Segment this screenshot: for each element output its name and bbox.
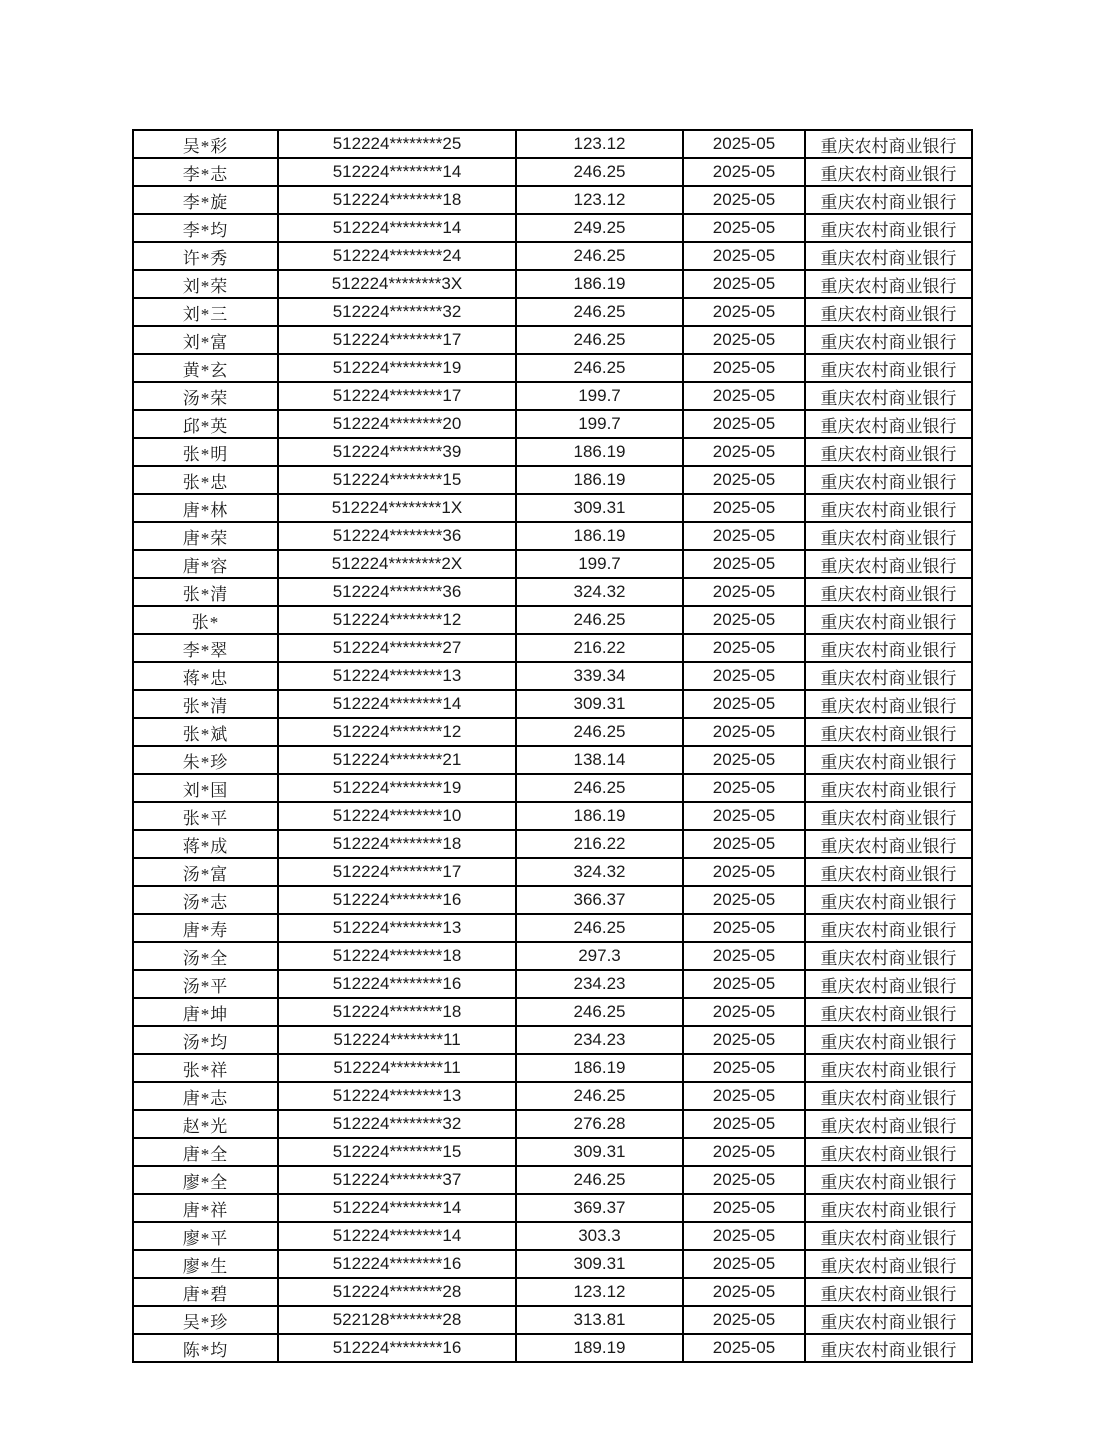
name-cell: 李*翠 [133, 634, 278, 662]
amount-cell: 324.32 [516, 858, 683, 886]
name-cell: 邱*英 [133, 410, 278, 438]
month-cell: 2025-05 [683, 718, 805, 746]
id-number-cell: 512224********18 [278, 186, 516, 214]
amount-cell: 186.19 [516, 802, 683, 830]
amount-cell: 199.7 [516, 410, 683, 438]
bank-name-cell: 重庆农村商业银行 [805, 186, 972, 214]
bank-name-cell: 重庆农村商业银行 [805, 494, 972, 522]
month-cell: 2025-05 [683, 270, 805, 298]
bank-name-cell: 重庆农村商业银行 [805, 1026, 972, 1054]
month-cell: 2025-05 [683, 550, 805, 578]
month-cell: 2025-05 [683, 1334, 805, 1362]
amount-cell: 246.25 [516, 606, 683, 634]
table-row [133, 298, 972, 326]
name-cell: 唐*坤 [133, 998, 278, 1026]
name-cell: 蒋*成 [133, 830, 278, 858]
table-row [133, 494, 972, 522]
bank-name-cell: 重庆农村商业银行 [805, 690, 972, 718]
amount-cell: 186.19 [516, 466, 683, 494]
name-cell: 刘*富 [133, 326, 278, 354]
bank-name-cell: 重庆农村商业银行 [805, 858, 972, 886]
table-row [133, 970, 972, 998]
month-cell: 2025-05 [683, 438, 805, 466]
name-cell: 刘*荣 [133, 270, 278, 298]
table-row [133, 1306, 972, 1334]
amount-cell: 246.25 [516, 354, 683, 382]
bank-name-cell: 重庆农村商业银行 [805, 1334, 972, 1362]
month-cell: 2025-05 [683, 746, 805, 774]
id-number-cell: 512224********16 [278, 1334, 516, 1362]
id-number-cell: 512224********14 [278, 214, 516, 242]
id-number-cell: 512224********3X [278, 270, 516, 298]
bank-name-cell: 重庆农村商业银行 [805, 438, 972, 466]
amount-cell: 246.25 [516, 326, 683, 354]
id-number-cell: 512224********15 [278, 466, 516, 494]
bank-name-cell: 重庆农村商业银行 [805, 886, 972, 914]
id-number-cell: 512224********32 [278, 1110, 516, 1138]
amount-cell: 123.12 [516, 130, 683, 158]
id-number-cell: 512224********17 [278, 382, 516, 410]
amount-cell: 186.19 [516, 438, 683, 466]
amount-cell: 246.25 [516, 998, 683, 1026]
bank-name-cell: 重庆农村商业银行 [805, 942, 972, 970]
month-cell: 2025-05 [683, 1082, 805, 1110]
name-cell: 汤*全 [133, 942, 278, 970]
bank-name-cell: 重庆农村商业银行 [805, 550, 972, 578]
amount-cell: 249.25 [516, 214, 683, 242]
amount-cell: 138.14 [516, 746, 683, 774]
id-number-cell: 512224********16 [278, 1250, 516, 1278]
month-cell: 2025-05 [683, 214, 805, 242]
month-cell: 2025-05 [683, 1222, 805, 1250]
amount-cell: 123.12 [516, 186, 683, 214]
id-number-cell: 512224********32 [278, 298, 516, 326]
table-row [133, 634, 972, 662]
name-cell: 廖*全 [133, 1166, 278, 1194]
table-row [133, 214, 972, 242]
id-number-cell: 512224********24 [278, 242, 516, 270]
amount-cell: 246.25 [516, 1166, 683, 1194]
month-cell: 2025-05 [683, 1278, 805, 1306]
month-cell: 2025-05 [683, 802, 805, 830]
month-cell: 2025-05 [683, 914, 805, 942]
name-cell: 唐*荣 [133, 522, 278, 550]
table-row [133, 1166, 972, 1194]
bank-name-cell: 重庆农村商业银行 [805, 130, 972, 158]
id-number-cell: 512224********19 [278, 774, 516, 802]
amount-cell: 246.25 [516, 774, 683, 802]
bank-name-cell: 重庆农村商业银行 [805, 914, 972, 942]
table-row [133, 326, 972, 354]
id-number-cell: 512224********27 [278, 634, 516, 662]
bank-name-cell: 重庆农村商业银行 [805, 1110, 972, 1138]
bank-name-cell: 重庆农村商业银行 [805, 522, 972, 550]
amount-cell: 199.7 [516, 382, 683, 410]
bank-name-cell: 重庆农村商业银行 [805, 830, 972, 858]
amount-cell: 216.22 [516, 830, 683, 858]
table-row [133, 774, 972, 802]
month-cell: 2025-05 [683, 186, 805, 214]
name-cell: 张* [133, 606, 278, 634]
table-row [133, 606, 972, 634]
amount-cell: 186.19 [516, 522, 683, 550]
amount-cell: 123.12 [516, 1278, 683, 1306]
name-cell: 唐*碧 [133, 1278, 278, 1306]
amount-cell: 246.25 [516, 914, 683, 942]
amount-cell: 309.31 [516, 494, 683, 522]
table-row [133, 242, 972, 270]
table-row [133, 382, 972, 410]
name-cell: 唐*志 [133, 1082, 278, 1110]
name-cell: 蒋*忠 [133, 662, 278, 690]
amount-cell: 303.3 [516, 1222, 683, 1250]
bank-name-cell: 重庆农村商业银行 [805, 466, 972, 494]
month-cell: 2025-05 [683, 1250, 805, 1278]
table-row [133, 1194, 972, 1222]
table-row [133, 1222, 972, 1250]
table-row [133, 830, 972, 858]
table-row [133, 858, 972, 886]
table-row [133, 270, 972, 298]
month-cell: 2025-05 [683, 662, 805, 690]
bank-name-cell: 重庆农村商业银行 [805, 1082, 972, 1110]
id-number-cell: 522128********28 [278, 1306, 516, 1334]
amount-cell: 216.22 [516, 634, 683, 662]
id-number-cell: 512224********25 [278, 130, 516, 158]
month-cell: 2025-05 [683, 858, 805, 886]
name-cell: 赵*光 [133, 1110, 278, 1138]
id-number-cell: 512224********28 [278, 1278, 516, 1306]
name-cell: 李*旋 [133, 186, 278, 214]
name-cell: 张*清 [133, 578, 278, 606]
amount-cell: 297.3 [516, 942, 683, 970]
name-cell: 陈*均 [133, 1334, 278, 1362]
id-number-cell: 512224********36 [278, 522, 516, 550]
id-number-cell: 512224********11 [278, 1054, 516, 1082]
name-cell: 汤*均 [133, 1026, 278, 1054]
month-cell: 2025-05 [683, 382, 805, 410]
bank-name-cell: 重庆农村商业银行 [805, 214, 972, 242]
name-cell: 张*忠 [133, 466, 278, 494]
table-row [133, 1278, 972, 1306]
amount-cell: 246.25 [516, 1082, 683, 1110]
amount-cell: 324.32 [516, 578, 683, 606]
name-cell: 廖*生 [133, 1250, 278, 1278]
month-cell: 2025-05 [683, 494, 805, 522]
table-row [133, 802, 972, 830]
name-cell: 汤*荣 [133, 382, 278, 410]
id-number-cell: 512224********20 [278, 410, 516, 438]
id-number-cell: 512224********18 [278, 830, 516, 858]
amount-cell: 276.28 [516, 1110, 683, 1138]
name-cell: 唐*祥 [133, 1194, 278, 1222]
table-row [133, 522, 972, 550]
table-row [133, 1082, 972, 1110]
month-cell: 2025-05 [683, 1194, 805, 1222]
amount-cell: 199.7 [516, 550, 683, 578]
name-cell: 廖*平 [133, 1222, 278, 1250]
table-row [133, 186, 972, 214]
month-cell: 2025-05 [683, 242, 805, 270]
month-cell: 2025-05 [683, 1110, 805, 1138]
name-cell: 唐*寿 [133, 914, 278, 942]
id-number-cell: 512224********36 [278, 578, 516, 606]
month-cell: 2025-05 [683, 410, 805, 438]
month-cell: 2025-05 [683, 522, 805, 550]
table-row [133, 942, 972, 970]
payment-table [132, 129, 973, 1363]
table-row [133, 1110, 972, 1138]
name-cell: 许*秀 [133, 242, 278, 270]
id-number-cell: 512224********1X [278, 494, 516, 522]
table-row [133, 130, 972, 158]
table-row [133, 578, 972, 606]
amount-cell: 309.31 [516, 1250, 683, 1278]
bank-name-cell: 重庆农村商业银行 [805, 718, 972, 746]
bank-name-cell: 重庆农村商业银行 [805, 998, 972, 1026]
amount-cell: 366.37 [516, 886, 683, 914]
id-number-cell: 512224********12 [278, 606, 516, 634]
name-cell: 张*明 [133, 438, 278, 466]
bank-name-cell: 重庆农村商业银行 [805, 1166, 972, 1194]
table-row [133, 550, 972, 578]
name-cell: 朱*珍 [133, 746, 278, 774]
table-row [133, 746, 972, 774]
id-number-cell: 512224********18 [278, 998, 516, 1026]
month-cell: 2025-05 [683, 1166, 805, 1194]
name-cell: 张*祥 [133, 1054, 278, 1082]
bank-name-cell: 重庆农村商业银行 [805, 606, 972, 634]
month-cell: 2025-05 [683, 774, 805, 802]
table-row [133, 466, 972, 494]
id-number-cell: 512224********15 [278, 1138, 516, 1166]
table-row [133, 690, 972, 718]
month-cell: 2025-05 [683, 1306, 805, 1334]
table-row [133, 1250, 972, 1278]
name-cell: 唐*林 [133, 494, 278, 522]
name-cell: 张*平 [133, 802, 278, 830]
amount-cell: 313.81 [516, 1306, 683, 1334]
bank-name-cell: 重庆农村商业银行 [805, 298, 972, 326]
id-number-cell: 512224********39 [278, 438, 516, 466]
id-number-cell: 512224********16 [278, 970, 516, 998]
name-cell: 汤*平 [133, 970, 278, 998]
bank-name-cell: 重庆农村商业银行 [805, 158, 972, 186]
bank-name-cell: 重庆农村商业银行 [805, 802, 972, 830]
bank-name-cell: 重庆农村商业银行 [805, 1138, 972, 1166]
amount-cell: 309.31 [516, 690, 683, 718]
amount-cell: 186.19 [516, 270, 683, 298]
table-row [133, 998, 972, 1026]
month-cell: 2025-05 [683, 1026, 805, 1054]
amount-cell: 189.19 [516, 1334, 683, 1362]
bank-name-cell: 重庆农村商业银行 [805, 270, 972, 298]
bank-name-cell: 重庆农村商业银行 [805, 382, 972, 410]
amount-cell: 369.37 [516, 1194, 683, 1222]
month-cell: 2025-05 [683, 634, 805, 662]
table-row [133, 1026, 972, 1054]
month-cell: 2025-05 [683, 998, 805, 1026]
table-row [133, 1054, 972, 1082]
id-number-cell: 512224********14 [278, 690, 516, 718]
bank-name-cell: 重庆农村商业银行 [805, 1194, 972, 1222]
table-row [133, 886, 972, 914]
amount-cell: 186.19 [516, 1054, 683, 1082]
bank-name-cell: 重庆农村商业银行 [805, 1250, 972, 1278]
month-cell: 2025-05 [683, 606, 805, 634]
amount-cell: 234.23 [516, 970, 683, 998]
bank-name-cell: 重庆农村商业银行 [805, 970, 972, 998]
id-number-cell: 512224********19 [278, 354, 516, 382]
month-cell: 2025-05 [683, 690, 805, 718]
id-number-cell: 512224********17 [278, 858, 516, 886]
bank-name-cell: 重庆农村商业银行 [805, 1306, 972, 1334]
name-cell: 唐*容 [133, 550, 278, 578]
amount-cell: 339.34 [516, 662, 683, 690]
month-cell: 2025-05 [683, 158, 805, 186]
table-row [133, 1334, 972, 1362]
amount-cell: 246.25 [516, 718, 683, 746]
bank-name-cell: 重庆农村商业银行 [805, 1054, 972, 1082]
bank-name-cell: 重庆农村商业银行 [805, 634, 972, 662]
id-number-cell: 512224********16 [278, 886, 516, 914]
month-cell: 2025-05 [683, 942, 805, 970]
month-cell: 2025-05 [683, 130, 805, 158]
table-row [133, 438, 972, 466]
id-number-cell: 512224********13 [278, 1082, 516, 1110]
amount-cell: 246.25 [516, 158, 683, 186]
month-cell: 2025-05 [683, 830, 805, 858]
id-number-cell: 512224********12 [278, 718, 516, 746]
table-row [133, 354, 972, 382]
table-row [133, 662, 972, 690]
bank-name-cell: 重庆农村商业银行 [805, 1278, 972, 1306]
name-cell: 吴*珍 [133, 1306, 278, 1334]
bank-name-cell: 重庆农村商业银行 [805, 1222, 972, 1250]
month-cell: 2025-05 [683, 1054, 805, 1082]
bank-name-cell: 重庆农村商业银行 [805, 662, 972, 690]
name-cell: 张*清 [133, 690, 278, 718]
name-cell: 刘*三 [133, 298, 278, 326]
amount-cell: 246.25 [516, 242, 683, 270]
table-row [133, 410, 972, 438]
table-row [133, 158, 972, 186]
amount-cell: 234.23 [516, 1026, 683, 1054]
id-number-cell: 512224********2X [278, 550, 516, 578]
month-cell: 2025-05 [683, 298, 805, 326]
amount-cell: 246.25 [516, 298, 683, 326]
id-number-cell: 512224********13 [278, 914, 516, 942]
name-cell: 吴*彩 [133, 130, 278, 158]
name-cell: 刘*国 [133, 774, 278, 802]
table-row [133, 914, 972, 942]
bank-name-cell: 重庆农村商业银行 [805, 242, 972, 270]
name-cell: 张*斌 [133, 718, 278, 746]
name-cell: 汤*志 [133, 886, 278, 914]
bank-name-cell: 重庆农村商业银行 [805, 746, 972, 774]
bank-name-cell: 重庆农村商业银行 [805, 326, 972, 354]
month-cell: 2025-05 [683, 970, 805, 998]
month-cell: 2025-05 [683, 466, 805, 494]
name-cell: 唐*全 [133, 1138, 278, 1166]
month-cell: 2025-05 [683, 886, 805, 914]
month-cell: 2025-05 [683, 354, 805, 382]
id-number-cell: 512224********37 [278, 1166, 516, 1194]
id-number-cell: 512224********21 [278, 746, 516, 774]
month-cell: 2025-05 [683, 1138, 805, 1166]
month-cell: 2025-05 [683, 326, 805, 354]
name-cell: 黄*玄 [133, 354, 278, 382]
bank-name-cell: 重庆农村商业银行 [805, 774, 972, 802]
name-cell: 李*均 [133, 214, 278, 242]
id-number-cell: 512224********14 [278, 1194, 516, 1222]
id-number-cell: 512224********14 [278, 1222, 516, 1250]
id-number-cell: 512224********14 [278, 158, 516, 186]
id-number-cell: 512224********10 [278, 802, 516, 830]
id-number-cell: 512224********17 [278, 326, 516, 354]
name-cell: 汤*富 [133, 858, 278, 886]
month-cell: 2025-05 [683, 578, 805, 606]
id-number-cell: 512224********13 [278, 662, 516, 690]
bank-name-cell: 重庆农村商业银行 [805, 354, 972, 382]
id-number-cell: 512224********18 [278, 942, 516, 970]
table-row [133, 718, 972, 746]
amount-cell: 309.31 [516, 1138, 683, 1166]
payment-table-body [133, 130, 972, 1362]
table-row [133, 1138, 972, 1166]
id-number-cell: 512224********11 [278, 1026, 516, 1054]
name-cell: 李*志 [133, 158, 278, 186]
bank-name-cell: 重庆农村商业银行 [805, 410, 972, 438]
bank-name-cell: 重庆农村商业银行 [805, 578, 972, 606]
